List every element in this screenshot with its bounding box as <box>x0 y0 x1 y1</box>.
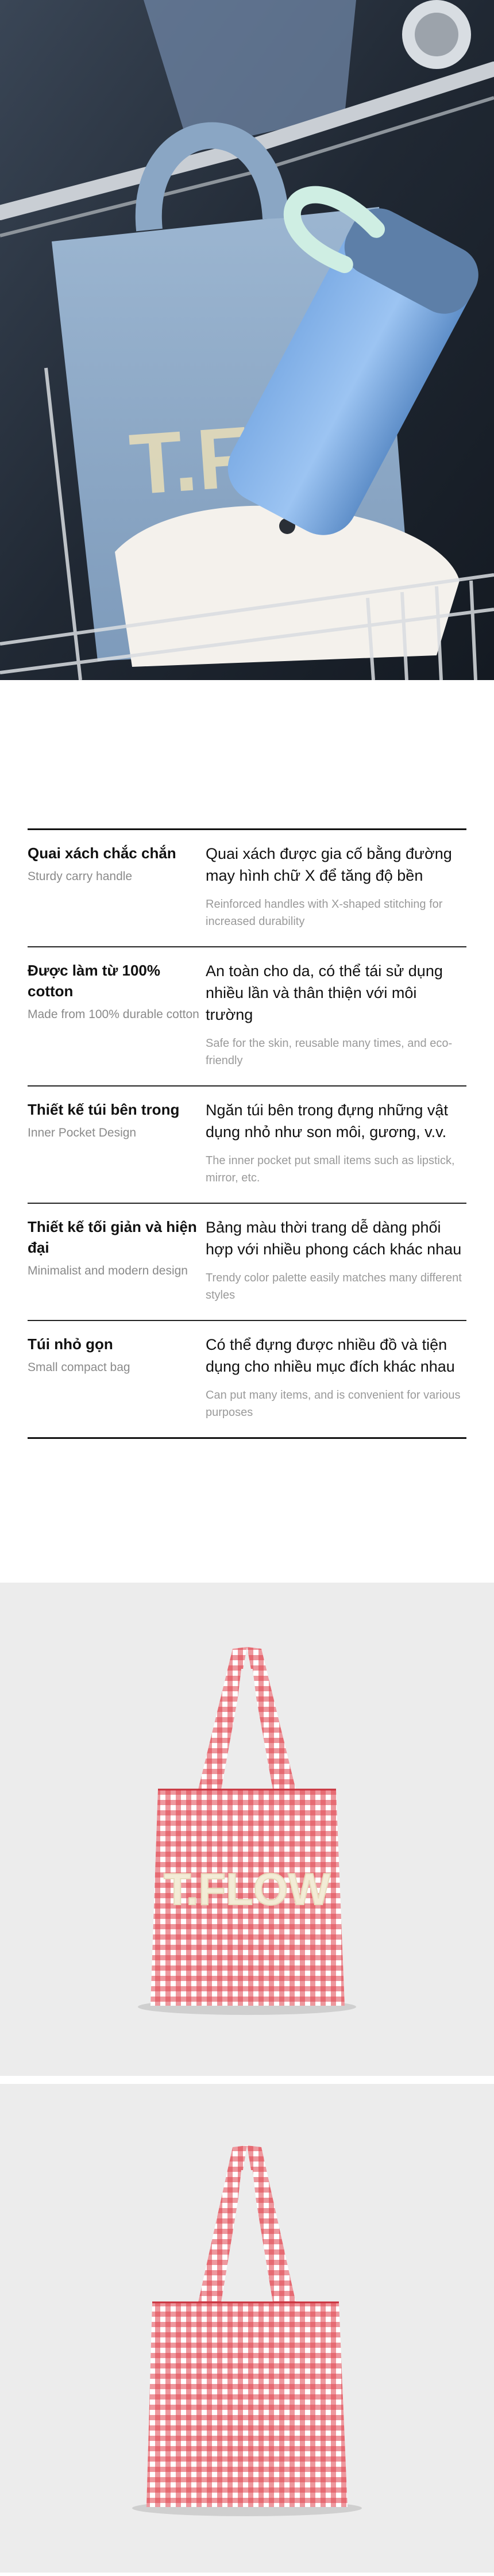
feature-description: Ngăn túi bên trong đựng những vật dụng nhỏ như son môi, gương, v.v. <box>206 1101 448 1141</box>
feature-description: An toàn cho da, có thể tái sử dụng nhiều lần và thân thiện với môi trường <box>206 962 443 1023</box>
feature-subtitle: Minimalist and modern design <box>28 1264 188 1277</box>
feature-subtitle: Small compact bag <box>28 1361 130 1374</box>
hero-photo <box>0 0 494 680</box>
feature-title: Thiết kế túi bên trong <box>28 1101 180 1118</box>
feature-subtitle: Made from 100% durable cotton <box>28 1008 199 1021</box>
feature-row <box>28 830 466 946</box>
feature-subtitle: Inner Pocket Design <box>28 1126 137 1139</box>
hero-illustration <box>0 0 494 680</box>
product-photo-back <box>0 2084 494 2573</box>
feature-description-en: The inner pocket put small items such as lipstick, mirror, etc. <box>206 1154 455 1184</box>
feature-description: Có thể đựng được nhiều đồ và tiện dụng cho nhiều mục đích khác nhau <box>206 1336 455 1375</box>
feature-description: Bảng màu thời trang dễ dàng phối hợp với nhiều phong cách khác nhau <box>206 1219 462 1258</box>
feature-description-en: Reinforced handles with X-shaped stitching for increased durability <box>206 898 443 928</box>
feature-title: Được làm từ 100% cotton <box>28 962 161 1000</box>
tote-print-text: T.FLOW <box>163 1864 331 1914</box>
product-photo-front <box>0 1583 494 2076</box>
feature-subtitle: Sturdy carry handle <box>28 870 133 883</box>
feature-row <box>28 1085 466 1203</box>
gingham-tote-front-icon <box>0 1583 494 2076</box>
feature-row <box>28 1203 466 1320</box>
feature-description-en: Trendy color palette easily matches many different styles <box>206 1272 462 1302</box>
feature-row <box>28 1320 466 1437</box>
gingham-tote-back-icon <box>0 2084 494 2573</box>
feature-description-en: Can put many items, and is convenient for various purposes <box>206 1389 461 1419</box>
feature-title: Thiết kế tối giản và hiện đại <box>28 1218 197 1256</box>
feature-description: Quai xách được gia cố bằng đường may hình chữ X để tăng độ bền <box>206 845 452 884</box>
feature-row <box>28 946 466 1085</box>
feature-title: Quai xách chắc chắn <box>28 844 176 862</box>
feature-description-en: Safe for the skin, reusable many times, and eco-friendly <box>206 1037 453 1067</box>
features-table <box>28 828 466 1439</box>
feature-title: Túi nhỏ gọn <box>28 1335 113 1353</box>
